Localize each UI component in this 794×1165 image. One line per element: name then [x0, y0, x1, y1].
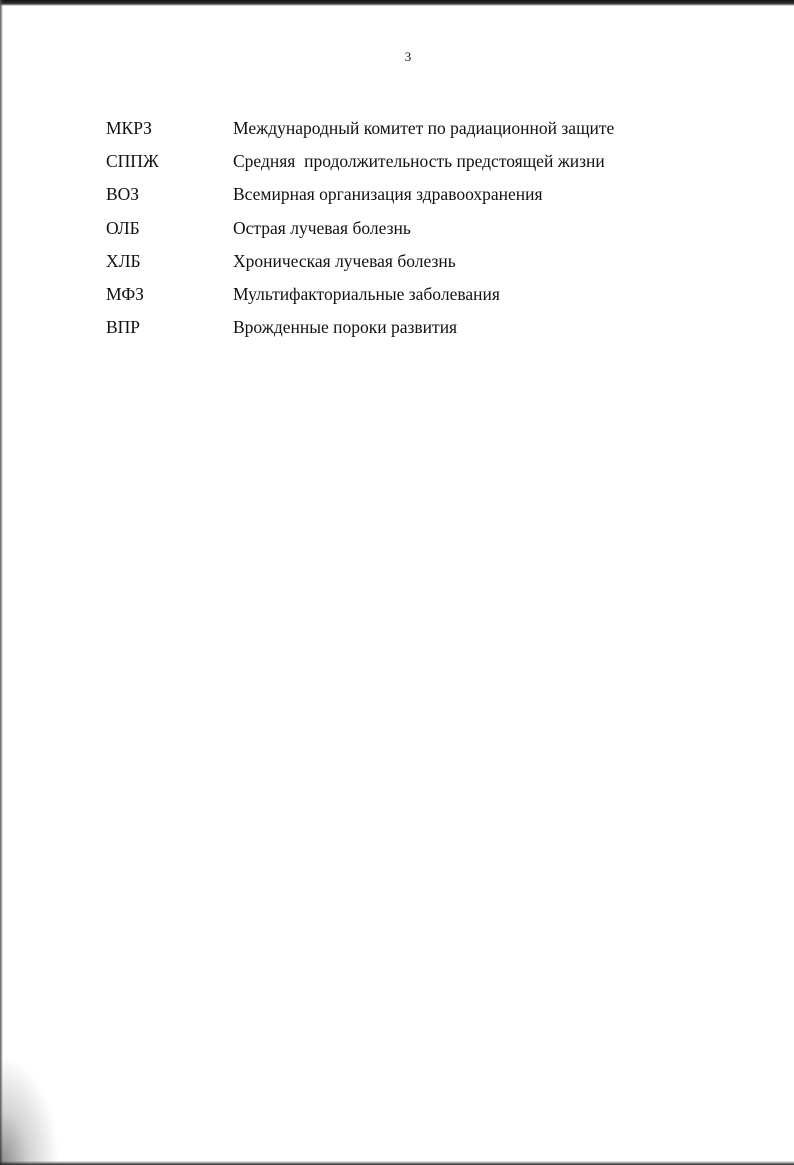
abbreviation-row	[106, 280, 706, 313]
scan-edge-top	[0, 0, 794, 6]
abbreviation-row	[106, 214, 706, 247]
scan-edge-left	[0, 0, 3, 1165]
abbreviation-description: Острая лучевая болезнь	[233, 217, 411, 238]
abbreviation-code: ОЛБ	[106, 217, 140, 238]
abbreviation-code: СППЖ	[106, 151, 159, 172]
scan-smudge	[0, 1055, 60, 1165]
abbreviation-description: Средняя продолжительность предстоящей жизни	[233, 151, 605, 172]
abbreviation-row	[106, 247, 706, 280]
abbreviation-row	[106, 114, 706, 147]
abbreviation-code: ХЛБ	[106, 250, 141, 271]
abbreviation-code: ВПР	[106, 317, 141, 338]
abbreviation-code: МФЗ	[106, 283, 144, 304]
abbreviation-row	[106, 147, 706, 180]
abbreviation-description: Мультифакториальные заболевания	[233, 283, 500, 304]
abbreviation-description: Международный комитет по радиационной защите	[233, 118, 615, 138]
abbreviation-code: ВОЗ	[106, 184, 140, 205]
abbreviation-description: Врожденные пороки развития	[233, 317, 458, 338]
scan-edge-bottom	[0, 1161, 794, 1165]
page-number: 3	[404, 49, 412, 64]
abbreviation-description: Всемирная организация здравоохранения	[233, 184, 543, 205]
abbreviation-row	[106, 180, 706, 213]
abbreviation-row	[106, 313, 706, 346]
abbreviation-description: Хроническая лучевая болезнь	[233, 250, 456, 271]
abbreviation-list	[106, 114, 706, 346]
abbreviation-code: МКРЗ	[106, 118, 152, 138]
